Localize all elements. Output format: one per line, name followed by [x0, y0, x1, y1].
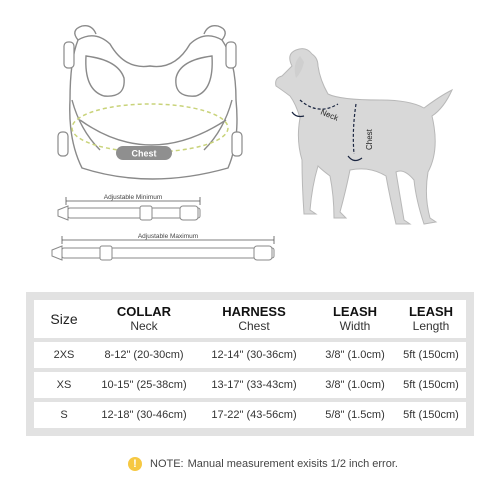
warning-icon: !	[128, 457, 142, 471]
leash-width-cell: 3/8" (1.0cm)	[325, 349, 385, 361]
harness-cell: 13-17" (33-43cm)	[211, 379, 297, 391]
table-row	[34, 342, 466, 368]
collar-cell: 10-15" (25-38cm)	[101, 379, 187, 391]
header-leash-width: LEASH Width	[332, 304, 378, 333]
side-buckle-left	[58, 42, 74, 156]
table-row	[34, 372, 466, 398]
header-size: Size	[50, 311, 78, 327]
harness-cell: 17-22" (43-56cm)	[211, 409, 297, 421]
header-leash-length: LEASH Length	[408, 304, 454, 333]
chest-badge-label: Chest	[131, 148, 157, 159]
dog-neck-label: Neck	[319, 107, 340, 123]
dog-silhouette	[276, 49, 452, 224]
leash-width-cell: 5/8" (1.5cm)	[325, 409, 385, 421]
table-row	[34, 402, 466, 428]
size-cell: XS	[56, 379, 72, 391]
header-collar: COLLAR Neck	[116, 304, 172, 333]
collar-minimum-illustration	[58, 206, 200, 220]
collar-maximum-illustration	[52, 246, 274, 260]
note-heading: NOTE:	[150, 458, 184, 470]
header-harness: HARNESS Chest	[222, 304, 286, 333]
side-buckle-right	[226, 42, 242, 156]
table-header-row	[34, 300, 466, 338]
leash-length-cell: 5ft (150cm)	[403, 349, 459, 361]
measurement-note	[128, 457, 398, 471]
size-chart-table	[34, 300, 466, 428]
collar-cell: 8-12" (20-30cm)	[104, 349, 184, 361]
size-cell: 2XS	[53, 349, 75, 361]
size-cell: S	[60, 409, 68, 421]
note-text: Manual measurement exisits 1/2 inch error.	[187, 458, 398, 470]
size-chart-panel	[26, 292, 474, 436]
adjustable-min-label: Adjustable Minimum	[103, 194, 163, 201]
leash-length-cell: 5ft (150cm)	[403, 409, 459, 421]
leash-width-cell: 3/8" (1.0cm)	[325, 379, 385, 391]
adjustable-max-label: Adjustable Maximum	[137, 233, 199, 240]
dog-chest-label: Chest	[365, 129, 374, 150]
harness-cell: 12-14" (30-36cm)	[211, 349, 297, 361]
collar-cell: 12-18" (30-46cm)	[101, 409, 187, 421]
leash-length-cell: 5ft (150cm)	[403, 379, 459, 391]
